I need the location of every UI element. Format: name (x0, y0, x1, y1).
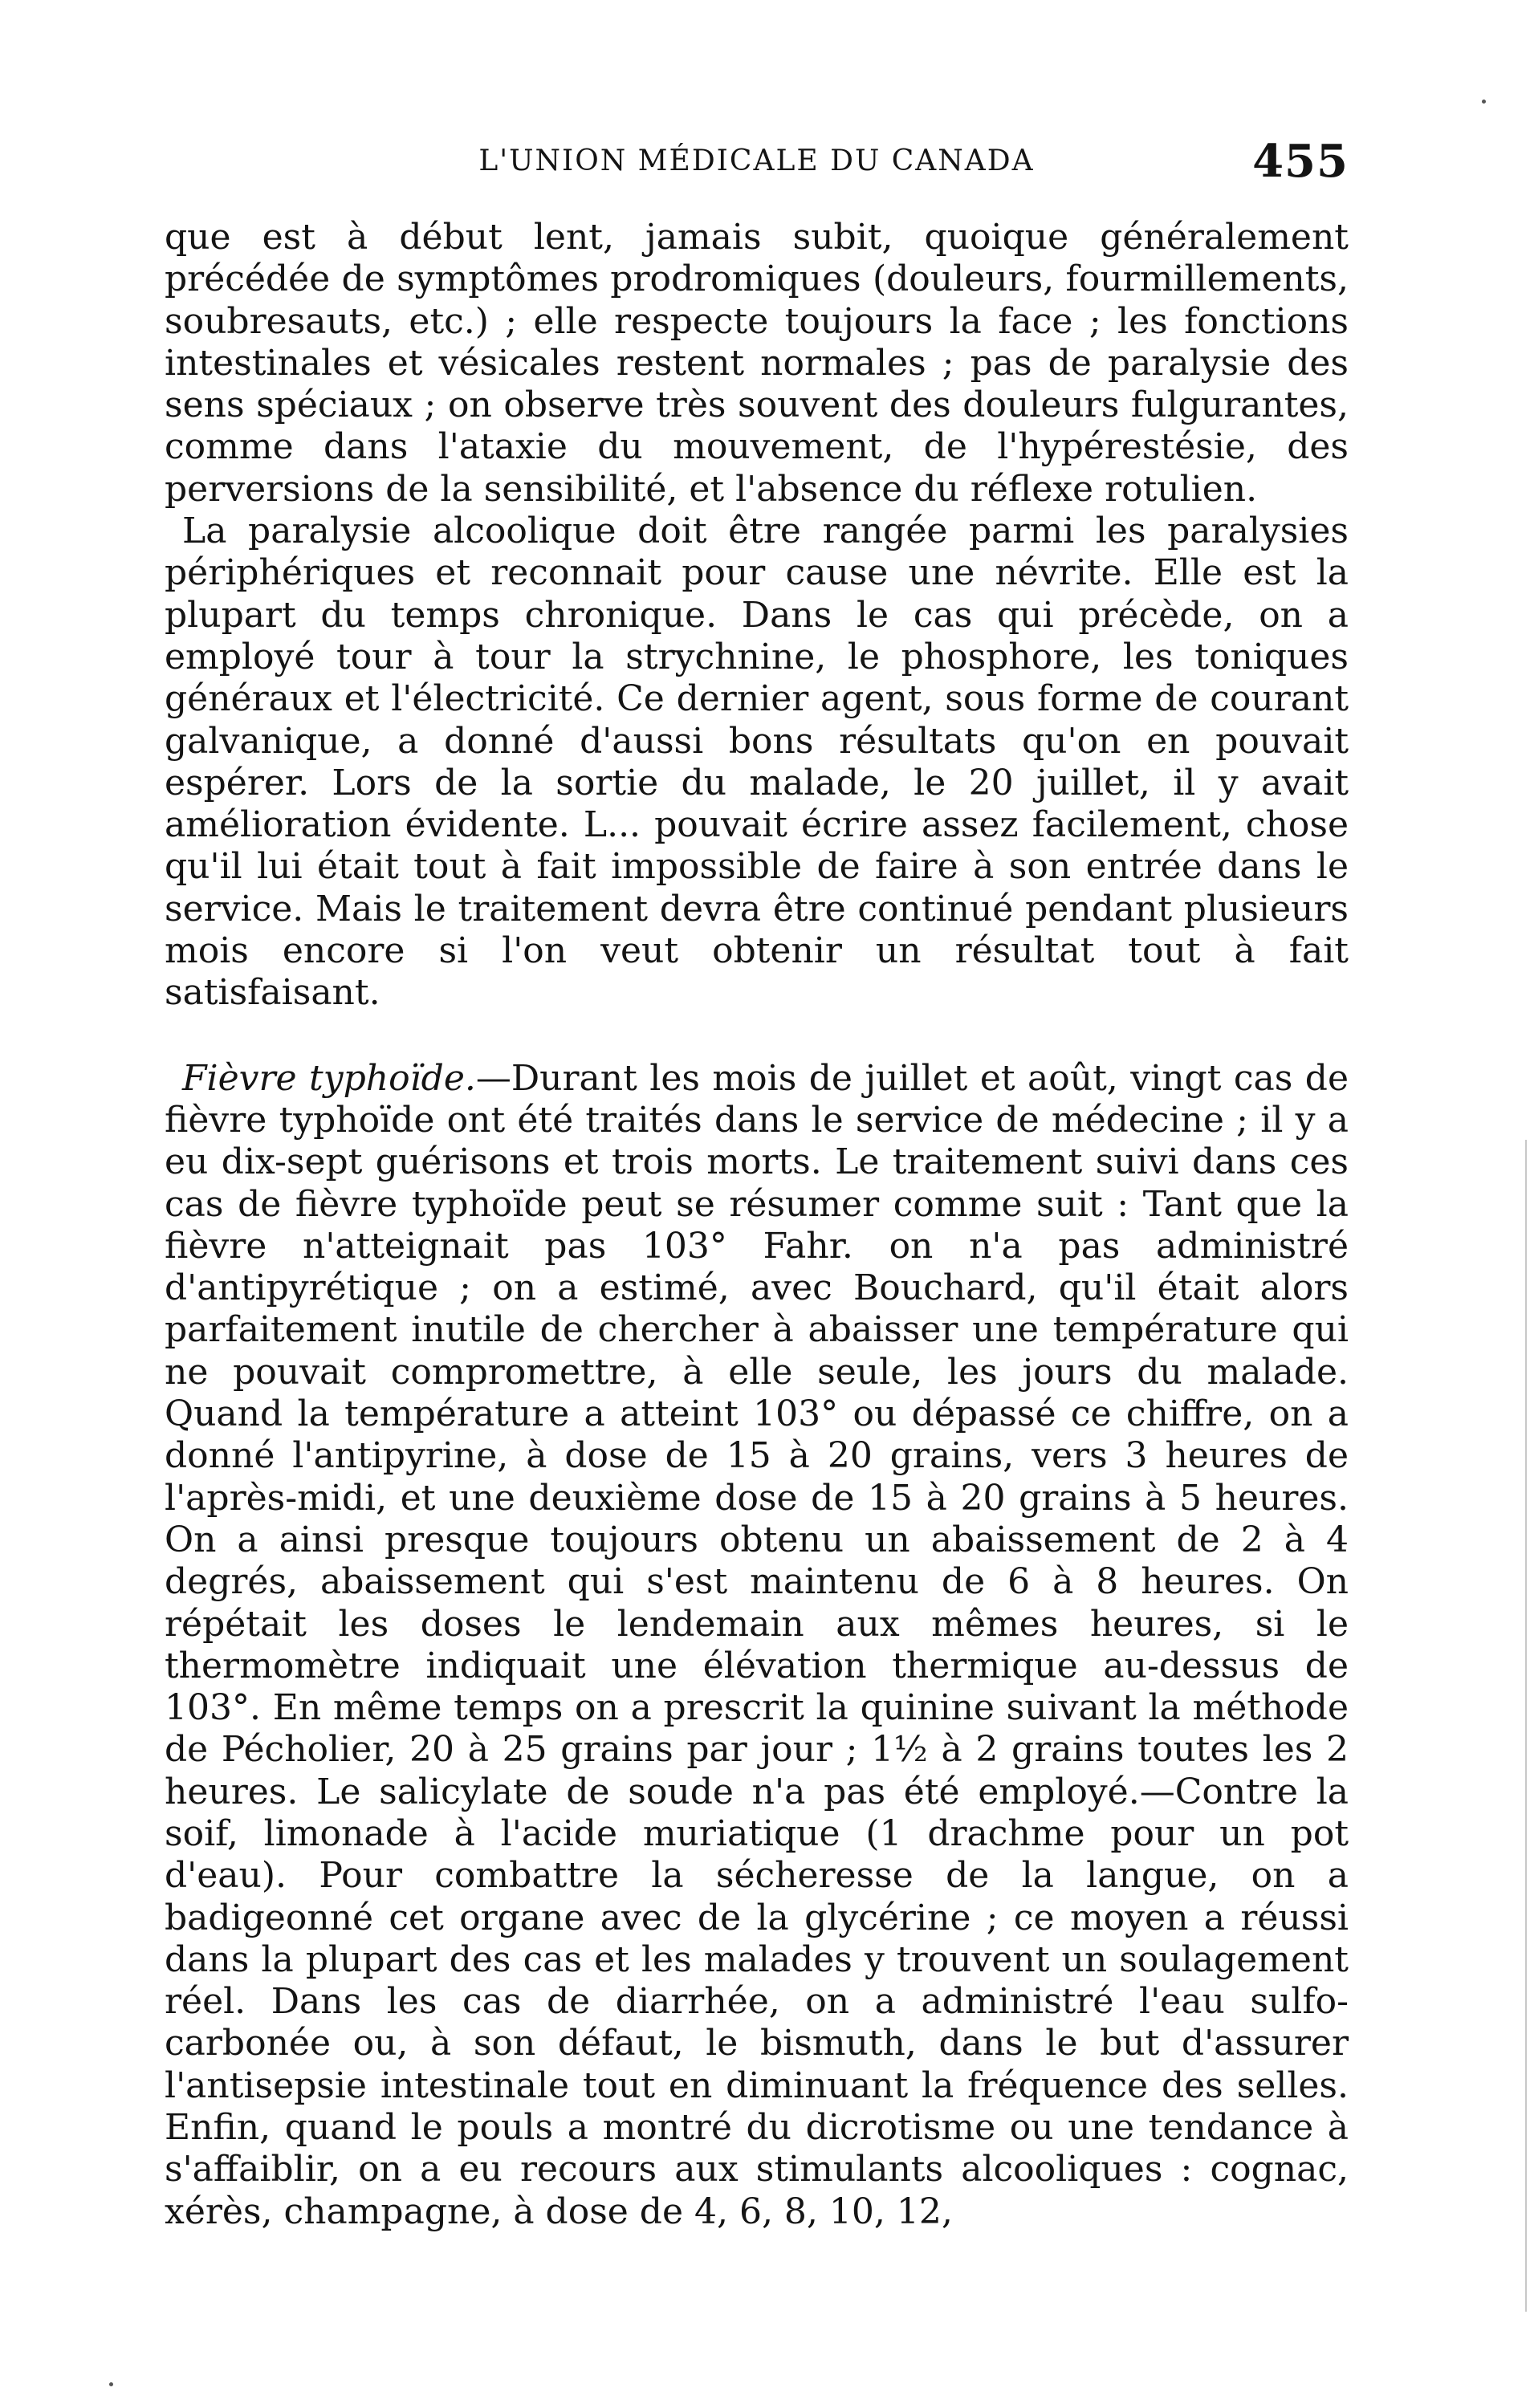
page-header (165, 135, 1349, 191)
scan-speck (1482, 100, 1486, 104)
body-text (165, 217, 1349, 2233)
paragraph-alcoholic-paralysis-treatment (165, 510, 1349, 1015)
section-title: Fièvre typhoïde. (182, 1057, 476, 1099)
scan-speck (109, 2382, 113, 2386)
paragraph-text: que est à début lent, jamais subit, quoique généralement précédée de symptômes prodromiques (douleurs, fourmillements, soubresauts, etc.) ; elle respecte toujours la face ; les fonctions intestinales et vésicales restent normales ; pas de paralysie des sens spéciaux ; on observe très souvent des douleurs fulgurantes, comme dans l'ataxie du mouvement, de l'hypérestésie, des perversions de la sensibilité, et l'absence du réflexe rotulien. (165, 217, 1349, 510)
paragraph-text: La paralysie alcoolique doit être rangée parmi les paralysies périphériques et reconnait pour cause une névrite. Elle est la plupart du temps chronique. Dans le cas qui précède, on a employé tour à tour la strychnine, le phosphore, les toniques généraux et l'électricité. Ce dernier agent, sous forme de courant galvanique, a donné d'aussi bons résultats qu'on en pouvait espérer. Lors de la sortie du malade, le 20 juillet, il y avait amélioration évidente. L... pouvait écrire assez facilement, chose qu'il lui était tout à fait impossible de faire à son entrée dans le service. Mais le traitement devra être continué pendant plusieurs mois encore si l'on veut obtenir un résultat tout à fait satisfaisant. (165, 510, 1349, 1014)
running-title: L'UNION MÉDICALE DU CANADA (478, 144, 1035, 177)
scan-edge-line (1525, 1140, 1527, 2312)
paragraph-text: —Durant les mois de juillet et août, vingt cas de fièvre typhoïde ont été traités dans le service de médecine ; il y a eu dix-sept guérisons et trois morts. Le traitement suivi dans ces cas de fièvre typhoïde peut se résumer comme suit : Tant que la fièvre n'atteignait pas 103° Fahr. on n'a pas administré d'antipyrétique ; on a estimé, avec Bouchard, qu'il était alors parfaitement inutile de chercher à abaisser une température qui ne pouvait compromettre, à elle seule, les jours du malade. Quand la température a atteint 103° ou dépassé ce chiffre, on a donné l'antipyrine, à dose de 15 à 20 grains, vers 3 heures de l'après-midi, et une deuxième dose de 15 à 20 grains à 5 heures. On a ainsi presque toujours obtenu un abaissement de 2 à 4 degrés, abaissement qui s'est maintenu de 6 à 8 heures. On répétait les doses le lendemain aux mêmes heures, si le thermomètre indiquait une élévation thermique au-dessus de 103°. En même temps on a prescrit la quinine suivant la méthode de Pécholier, 20 à 25 grains par jour ; 1½ à 2 grains toutes les 2 heures. Le salicylate de soude n'a pas été employé.—Contre la soif, limonade à l'acide muriatique (1 drachme pour un pot d'eau). Pour combattre la sécheresse de la langue, on a badigeonné cet organe avec de la glycérine ; ce moyen a réussi dans la plupart des cas et les malades y trouvent un soulagement réel. Dans les cas de diarrhée, on a administré l'eau sulfo-carbonée ou, à son défaut, le bismuth, dans le but d'assurer l'antisepsie intestinale tout en diminuant la fréquence des selles. Enfin, quand le pouls a montré du dicrotisme ou une tendance à s'affaiblir, on a eu recours aux stimulants alcooliques : cognac, xérès, champagne, à dose de 4, 6, 8, 10, 12, (165, 1057, 1349, 2232)
paragraph-typhoid-fever (165, 1058, 1349, 2233)
page-number: 455 (1252, 135, 1349, 188)
paragraph-alcoholic-paralysis-symptoms (165, 217, 1349, 510)
